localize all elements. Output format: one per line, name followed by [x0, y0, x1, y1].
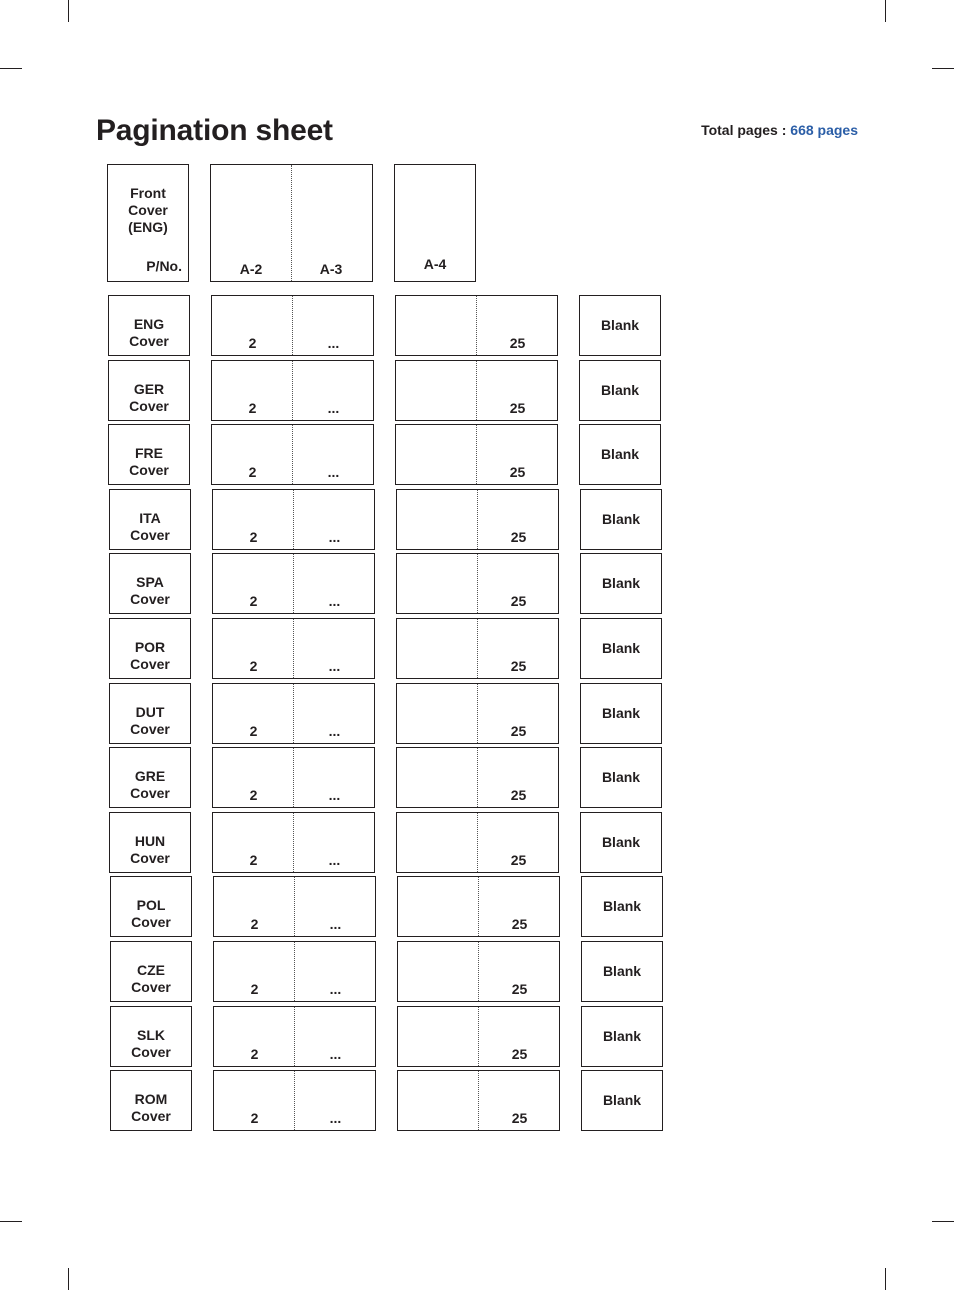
- blank-page-box: [580, 683, 662, 744]
- last-spread-box: [395, 424, 558, 485]
- cover-label: HUN Cover: [130, 833, 170, 866]
- blank-page-box: [580, 812, 662, 873]
- blank-label: Blank: [601, 769, 641, 785]
- last-page-number: 25: [509, 335, 526, 351]
- last-page-number: 25: [510, 787, 527, 803]
- continuation-marker: ...: [328, 723, 341, 739]
- crop-mark: [932, 1221, 954, 1222]
- first-spread-box: [212, 747, 375, 808]
- blank-label: Blank: [600, 317, 640, 333]
- cover-box: [109, 812, 191, 873]
- first-page-number: 2: [249, 593, 258, 609]
- continuation-marker: ...: [328, 852, 341, 868]
- front-cover-label: Front Cover (ENG): [128, 185, 168, 235]
- cover-box: [110, 941, 192, 1002]
- pagination-row: [0, 618, 954, 679]
- continuation-marker: ...: [329, 1110, 342, 1126]
- pagination-row: [0, 489, 954, 550]
- first-spread-box: [211, 424, 374, 485]
- blank-page-box: [581, 941, 663, 1002]
- last-spread-box: [396, 489, 559, 550]
- cover-label: GRE Cover: [130, 768, 170, 801]
- last-page-number: 25: [510, 723, 527, 739]
- cover-box: [109, 683, 191, 744]
- continuation-marker: ...: [327, 400, 340, 416]
- blank-label: Blank: [600, 446, 640, 462]
- blank-label: Blank: [602, 963, 642, 979]
- last-page-number: 25: [511, 1110, 528, 1126]
- spread-left-label: A-2: [239, 261, 263, 277]
- first-page-number: 2: [249, 787, 258, 803]
- cover-box: [109, 553, 191, 614]
- first-spread-box: [211, 295, 374, 356]
- continuation-marker: ...: [328, 529, 341, 545]
- last-spread-box: [396, 812, 559, 873]
- first-page-number: 2: [250, 916, 259, 932]
- continuation-marker: ...: [329, 916, 342, 932]
- blank-label: Blank: [602, 1028, 642, 1044]
- blank-page-box: [580, 747, 662, 808]
- cover-label: POL Cover: [131, 897, 171, 930]
- continuation-marker: ...: [327, 464, 340, 480]
- blank-page-box: [580, 489, 662, 550]
- first-page-number: 2: [248, 335, 257, 351]
- blank-label: Blank: [601, 705, 641, 721]
- pagination-row: [0, 424, 954, 485]
- first-spread-box: [211, 360, 374, 421]
- single-page-box: [394, 164, 476, 282]
- cover-box: [109, 747, 191, 808]
- last-spread-box: [397, 1006, 560, 1067]
- last-page-number: 25: [509, 464, 526, 480]
- first-page-number: 2: [249, 658, 258, 674]
- continuation-marker: ...: [328, 658, 341, 674]
- header-spread-box: [210, 164, 373, 282]
- total-pages-label: Total pages :: [701, 122, 791, 138]
- cover-label: ENG Cover: [129, 316, 169, 349]
- cover-label: GER Cover: [129, 381, 169, 414]
- last-page-number: 25: [510, 529, 527, 545]
- pagination-row: [0, 360, 954, 421]
- blank-label: Blank: [601, 575, 641, 591]
- pagination-row: [0, 1070, 954, 1131]
- crop-mark: [68, 0, 69, 22]
- cover-box: [108, 360, 190, 421]
- crop-mark: [68, 1268, 69, 1290]
- pagination-row: [0, 812, 954, 873]
- last-page-number: 25: [511, 1046, 528, 1062]
- crop-mark: [0, 68, 22, 69]
- last-page-number: 25: [510, 852, 527, 868]
- cover-box: [110, 876, 192, 937]
- blank-page-box: [581, 876, 663, 937]
- cover-label: POR Cover: [130, 639, 170, 672]
- last-page-number: 25: [511, 981, 528, 997]
- last-spread-box: [396, 553, 559, 614]
- first-spread-box: [212, 618, 375, 679]
- blank-label: Blank: [602, 1092, 642, 1108]
- blank-page-box: [580, 618, 662, 679]
- cover-label: SLK Cover: [131, 1027, 171, 1060]
- cover-box: [110, 1006, 192, 1067]
- blank-page-box: [579, 360, 661, 421]
- blank-page-box: [581, 1070, 663, 1131]
- cover-box: [109, 618, 191, 679]
- cover-label: SPA Cover: [130, 574, 170, 607]
- cover-label: DUT Cover: [130, 704, 170, 737]
- last-spread-box: [397, 1070, 560, 1131]
- first-spread-box: [213, 1006, 376, 1067]
- blank-page-box: [579, 424, 661, 485]
- blank-label: Blank: [600, 382, 640, 398]
- front-cover-box: [107, 164, 189, 282]
- pagination-row: [0, 941, 954, 1002]
- first-page-number: 2: [250, 1046, 259, 1062]
- last-spread-box: [397, 941, 560, 1002]
- pagination-row: [0, 295, 954, 356]
- cover-label: ITA Cover: [130, 510, 170, 543]
- last-spread-box: [396, 618, 559, 679]
- blank-label: Blank: [601, 640, 641, 656]
- spread-right-label: A-3: [319, 261, 343, 277]
- cover-box: [108, 424, 190, 485]
- first-page-number: 2: [249, 529, 258, 545]
- first-page-number: 2: [250, 981, 259, 997]
- last-spread-box: [396, 747, 559, 808]
- first-page-number: 2: [249, 723, 258, 739]
- blank-label: Blank: [601, 511, 641, 527]
- first-spread-box: [212, 489, 375, 550]
- blank-page-box: [579, 295, 661, 356]
- single-page-label: A-4: [423, 256, 447, 272]
- crop-mark: [885, 0, 886, 22]
- cover-label: FRE Cover: [129, 445, 169, 478]
- last-page-number: 25: [510, 593, 527, 609]
- first-page-number: 2: [249, 852, 258, 868]
- total-pages-value: 668 pages: [790, 122, 858, 138]
- pagination-row: [0, 747, 954, 808]
- first-spread-box: [212, 683, 375, 744]
- first-spread-box: [212, 553, 375, 614]
- pagination-row: [0, 553, 954, 614]
- first-spread-box: [213, 876, 376, 937]
- blank-label: Blank: [602, 898, 642, 914]
- last-spread-box: [395, 360, 558, 421]
- continuation-marker: ...: [328, 787, 341, 803]
- cover-label: ROM Cover: [131, 1091, 171, 1124]
- first-spread-box: [213, 941, 376, 1002]
- crop-mark: [0, 1221, 22, 1222]
- pagination-row: [0, 683, 954, 744]
- last-spread-box: [395, 295, 558, 356]
- pagination-row: [0, 876, 954, 937]
- continuation-marker: ...: [327, 335, 340, 351]
- first-page-number: 2: [248, 400, 257, 416]
- blank-label: Blank: [601, 834, 641, 850]
- continuation-marker: ...: [329, 1046, 342, 1062]
- cover-box: [109, 489, 191, 550]
- last-page-number: 25: [510, 658, 527, 674]
- blank-page-box: [581, 1006, 663, 1067]
- pagination-row: [0, 1006, 954, 1067]
- cover-box: [108, 295, 190, 356]
- crop-mark: [932, 68, 954, 69]
- last-page-number: 25: [509, 400, 526, 416]
- last-spread-box: [396, 683, 559, 744]
- page-title: Pagination sheet: [96, 114, 333, 147]
- continuation-marker: ...: [329, 981, 342, 997]
- cover-label: CZE Cover: [131, 962, 171, 995]
- total-pages: [701, 122, 858, 138]
- last-spread-box: [397, 876, 560, 937]
- blank-page-box: [580, 553, 662, 614]
- first-spread-box: [212, 812, 375, 873]
- first-page-number: 2: [248, 464, 257, 480]
- crop-mark: [885, 1268, 886, 1290]
- part-number-label: P/No.: [146, 258, 182, 274]
- last-page-number: 25: [511, 916, 528, 932]
- continuation-marker: ...: [328, 593, 341, 609]
- first-page-number: 2: [250, 1110, 259, 1126]
- cover-box: [110, 1070, 192, 1131]
- first-spread-box: [213, 1070, 376, 1131]
